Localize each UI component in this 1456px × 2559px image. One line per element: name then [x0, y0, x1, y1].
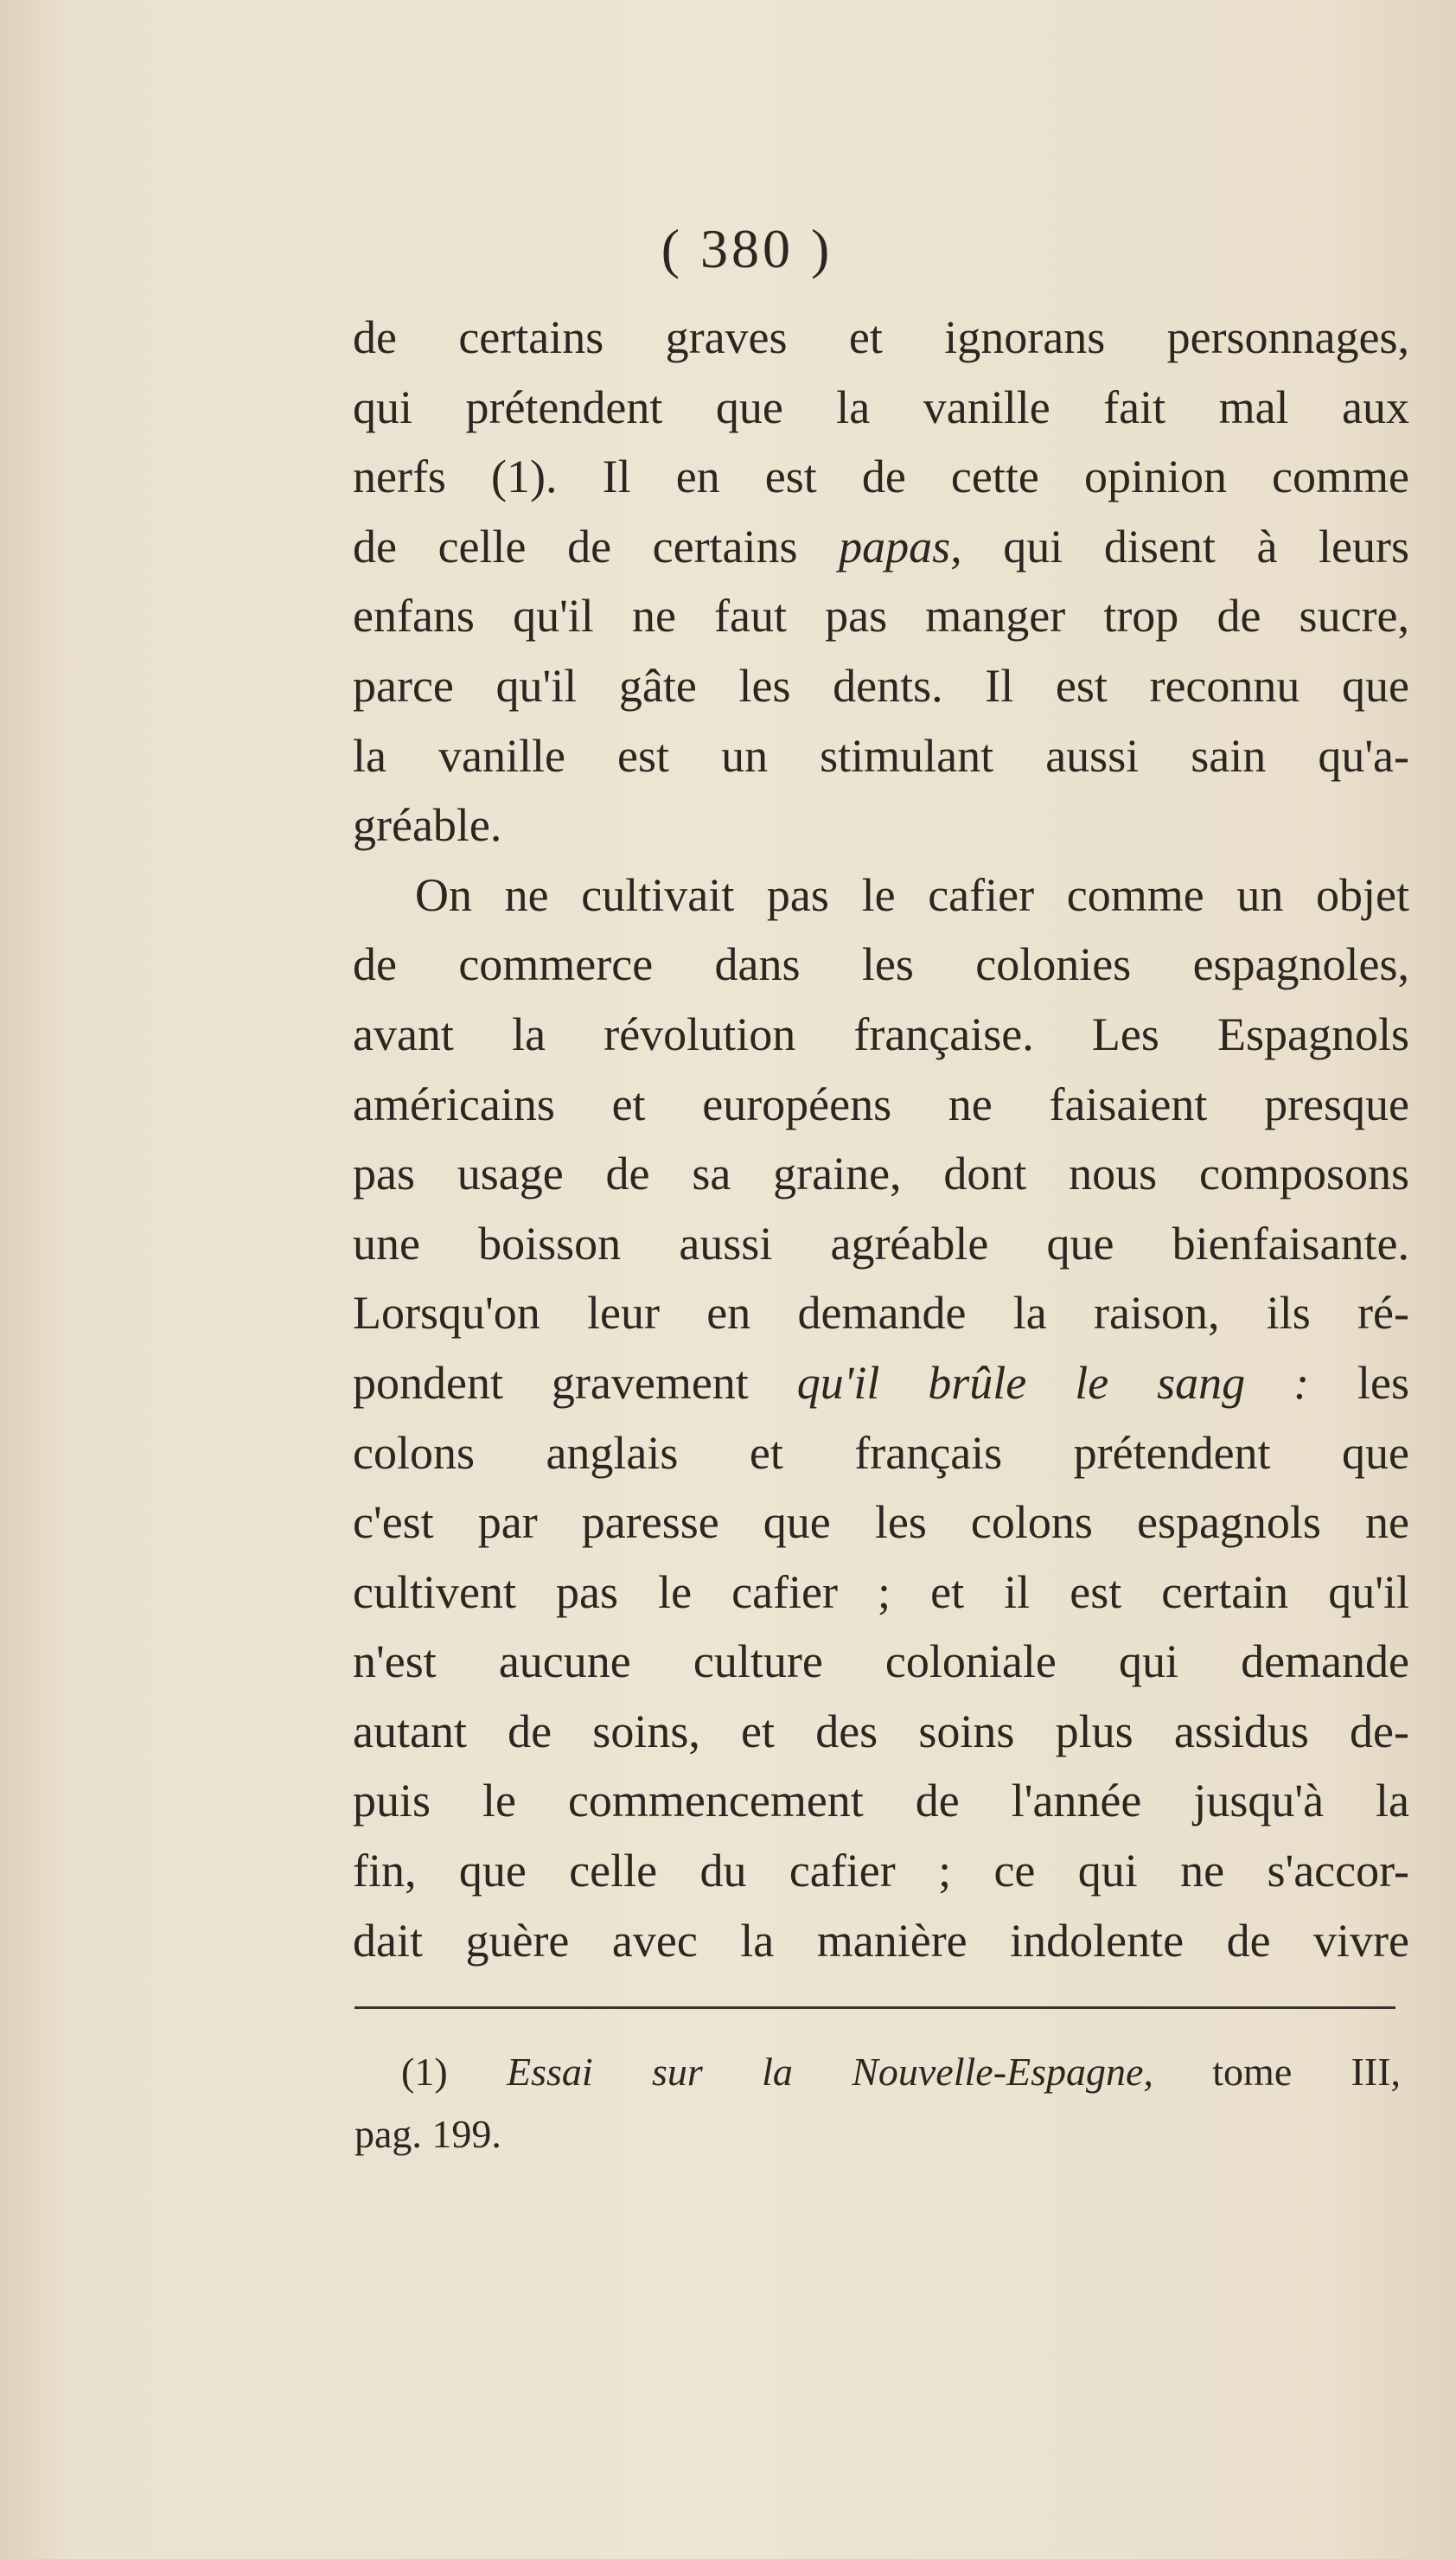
- paragraph-start-line: On ne cultivait pas le cafier comme un objet: [415, 868, 1409, 921]
- text-line: qui prétendent que la vanille fait mal aux: [353, 381, 1409, 433]
- text-line: [353, 512, 1409, 582]
- text-line: gréable.: [353, 799, 502, 852]
- text-line: avant la révolution française. Les Espagnols: [353, 1008, 1409, 1060]
- text-line: c'est par paresse que les colons espagnols ne: [353, 1496, 1409, 1549]
- text-line: une boisson aussi agréable que bienfaisante.: [353, 1217, 1409, 1270]
- italic-segment: qu'il brûle le sang :: [796, 1356, 1310, 1409]
- text-line: américains et européens ne faisaient presque: [353, 1078, 1409, 1130]
- footnote-line: [354, 2041, 1401, 2103]
- text-segment: qui disent à leurs: [1003, 520, 1410, 573]
- text-segment: les: [1357, 1356, 1410, 1409]
- footnote-marker: (1): [401, 2050, 448, 2094]
- text-line: n'est aucune culture coloniale qui demande: [353, 1635, 1409, 1688]
- text-line: enfans qu'il ne faut pas manger trop de sucre,: [353, 590, 1409, 643]
- text-line: nerfs (1). Il en est de cette opinion comme: [353, 451, 1409, 503]
- text-line: de certains graves et ignorans personnages,: [353, 311, 1409, 363]
- text-line: parce qu'il gâte les dents. Il est reconnu que: [353, 659, 1409, 712]
- text-line: la vanille est un stimulant aussi sain qu'a-: [353, 729, 1409, 782]
- text-segment: pondent gravement: [353, 1356, 749, 1409]
- text-line: cultivent pas le cafier ; et il est certain qu'il: [353, 1565, 1409, 1618]
- footnote-work-title: Essai sur la Nouvelle-Espagne,: [506, 2050, 1153, 2094]
- page-number: ( 380 ): [661, 218, 833, 279]
- text-line: pas usage de sa graine, dont nous composons: [353, 1148, 1409, 1200]
- body-text: [353, 303, 1409, 1975]
- footnote: [354, 2041, 1401, 2166]
- text-line: dait guère avec la manière indolente de vivre: [353, 1914, 1409, 1967]
- text-line: de commerce dans les colonies espagnoles,: [353, 938, 1409, 991]
- text-line: Lorsqu'on leur en demande la raison, ils ré-: [353, 1287, 1409, 1340]
- text-line: autant de soins, et des soins plus assidus de-: [353, 1705, 1409, 1757]
- footnote-volume: tome III,: [1212, 2050, 1402, 2094]
- text-line: [353, 1348, 1409, 1418]
- footnote-line: pag. 199.: [354, 2112, 501, 2156]
- text-segment: de celle de certains: [353, 520, 798, 573]
- text-line: colons anglais et français prétendent que: [353, 1426, 1409, 1479]
- text-line: puis le commencement de l'année jusqu'à la: [353, 1775, 1409, 1827]
- text-line: fin, que celle du cafier ; ce qui ne s'accor-: [353, 1845, 1409, 1897]
- footnote-rule: [354, 2006, 1395, 2009]
- italic-segment: papas,: [839, 520, 962, 573]
